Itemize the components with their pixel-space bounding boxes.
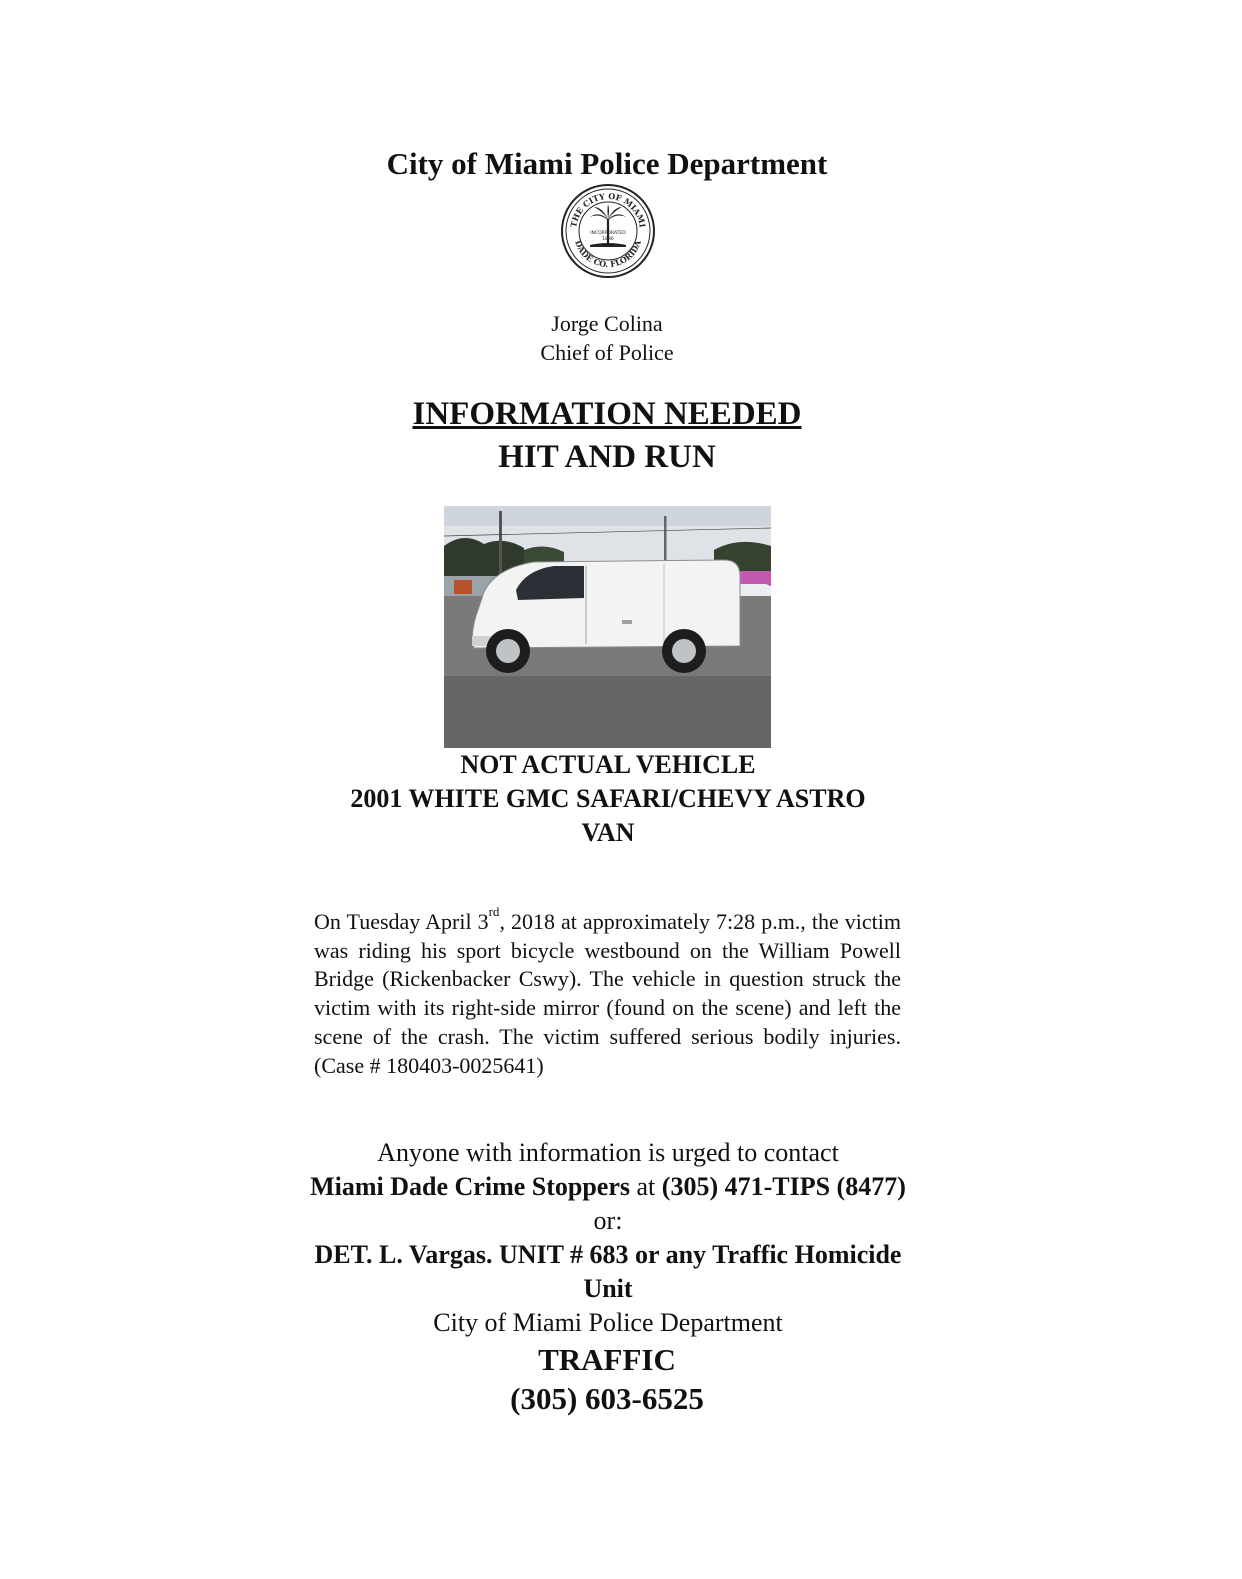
crime-stoppers-name: Miami Dade Crime Stoppers xyxy=(310,1172,631,1201)
contact-block xyxy=(310,1136,906,1340)
department-title: City of Miami Police Department xyxy=(386,146,828,181)
crime-stoppers-line xyxy=(310,1170,906,1238)
traffic-phone: (305) 603-6525 xyxy=(510,1381,704,1416)
headline-hit-and-run: HIT AND RUN xyxy=(498,439,716,475)
contact-or: or: xyxy=(593,1206,623,1235)
chief-name: Jorge Colina xyxy=(551,311,663,336)
traffic-block xyxy=(0,1340,1214,1418)
traffic-label: TRAFFIC xyxy=(538,1342,676,1377)
chief-block xyxy=(0,309,1214,367)
svg-text:DADE CO. FLORIDA: DADE CO. FLORIDA xyxy=(573,238,643,270)
contact-intro: Anyone with information is urged to contact xyxy=(377,1138,839,1167)
contact-department: City of Miami Police Department xyxy=(433,1308,783,1337)
detective-line xyxy=(310,1238,906,1306)
headline-information-needed: INFORMATION NEEDED xyxy=(412,396,802,432)
vehicle-description-line1: 2001 WHITE GMC SAFARI/CHEVY ASTRO xyxy=(350,784,866,813)
headline xyxy=(0,393,1214,479)
svg-text:INCORPORATED: INCORPORATED xyxy=(590,231,626,236)
narrative-part1: On Tuesday April 3 xyxy=(314,909,489,934)
van-photo xyxy=(444,506,771,748)
contact-at: at xyxy=(630,1172,662,1201)
svg-text:1896: 1896 xyxy=(602,237,614,242)
narrative-ordinal: rd xyxy=(488,904,500,919)
svg-text:THE CITY OF MIAMI: THE CITY OF MIAMI xyxy=(568,190,648,229)
detective-name: DET. L. Vargas. UNIT # 683 or any Traffic Homicide Unit xyxy=(314,1240,902,1303)
narrative-part2: , 2018 at approximately 7:28 p.m., the victim was riding his sport bicycle westbound on the William Powell Bridge (Rickenbacker Cswy). The vehicle in question struck the victim with its right-side mirror (found on the scene) and left the scene of the crash. The victim suffered serious bodily injuries. (Case # 180403-0025641) xyxy=(314,909,901,1078)
vehicle-caption xyxy=(316,748,900,850)
not-actual-vehicle-note: NOT ACTUAL VEHICLE xyxy=(460,750,756,779)
vehicle-description-line2: VAN xyxy=(581,818,635,847)
crime-stoppers-phone: (305) 471-TIPS (8477) xyxy=(661,1172,906,1201)
chief-title: Chief of Police xyxy=(540,340,674,365)
city-seal-logo xyxy=(560,183,656,279)
incident-narrative xyxy=(314,904,901,1080)
